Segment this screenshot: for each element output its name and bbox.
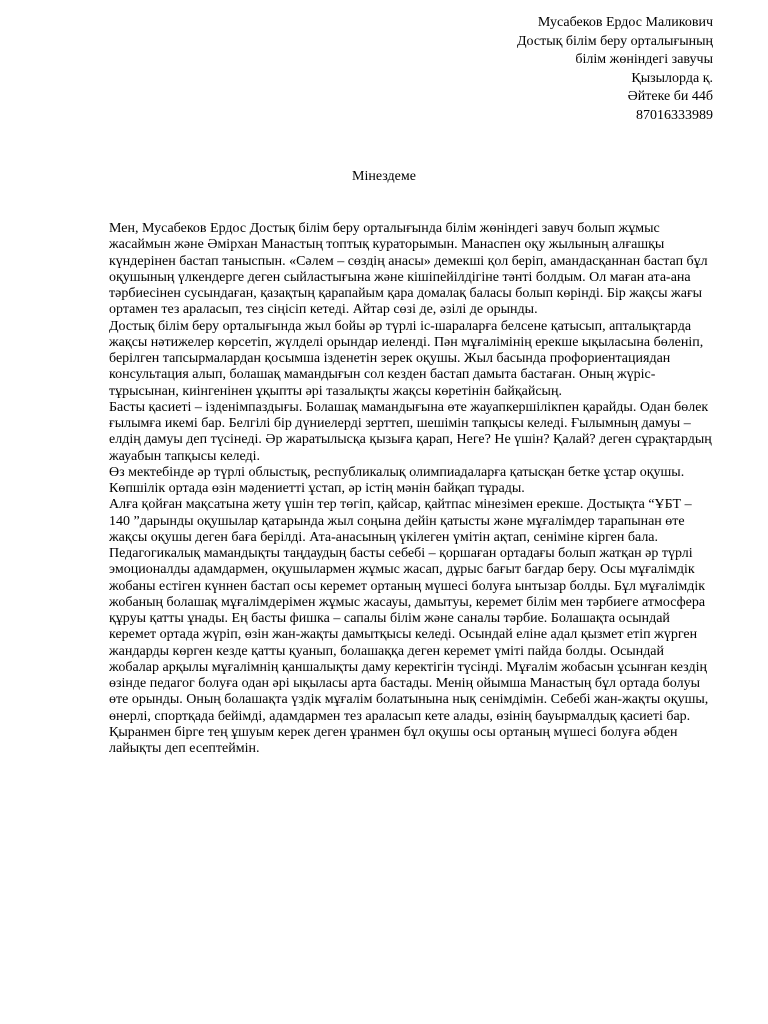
document-title: Мінездеме — [352, 169, 416, 184]
sender-address-block — [293, 14, 713, 125]
body-paragraph-6: Педагогикалық мамандықты таңдаудың басты себебі – қоршаған ортадағы болып жатқан әр түрлі эмоционалды адамдармен, оқушылармен жұмыс жасап, дұрыс бағыт бағдар беру. Осы мұғалімдік жобаны естіген күннен бастап осы керемет ортаның мүшесі болуға ынтызар болды. Бұл мұғалімдік жобаның болашақ мұғалімдерімен жұмыс жасауы, дамытуы, керемет білім мен тәрбиеге атмосфера құруы қатты ұнады. Ең басты фишка – сапалы білім және саналы тәрбие. Болашақта осындай керемет ортада жүріп, өзін жан-жақты дамытқысы келеді. Осындай еліне адал қызмет етіп жүрген жандарды көрген кезде қатты қуанып, болашаққа деген керемет үміті пайда болды. Осындай жобалар арқылы мұғалімнің қаншалықты даму керектігін түсінді. Мұғалім жобасын ұсынған кездің өзінде педагог болуға одан әрі ықыласы арта бастады. Менің ойымша Манастың бұл ортада болуы өте орынды. Оның болашақта үздік мұғалім болатынына нық сенімдімін. Себебі жан-жақты оқушы, өнерлі, спортқада бейімді, адамдармен тез араласып кете алады, өзінің бауырмалдық қасиеті бар. Қыранмен бірге тең ұшуым керек деген ұранмен бұл оқушы осы ортаның мүшесі болуға әбден лайықты деп есептеймін. — [109, 546, 709, 756]
body-paragraph-2: Достық білім беру орталығында жыл бойы әр түрлі іс-шараларға белсене қатысып, апталықтарда жақсы нәтижелер көрсетіп, жүлделі орындар иеленді. Пән мұғалімінің ерекше ықыласына бөленіп, берілген тапсырмалардан қосымша ізденетін зерек оқушы. Жыл басында профориентациядан консультация алып, болашақ мамандығын сол кезден бастап дамыта бастаған. Оның жүріс-тұрысынан, киінгенінен ұқыпты әрі тазалықты жақсы көретінін байқайсың. — [109, 318, 704, 399]
body-paragraph-1: Мен, Мусабеков Ердос Достық білім беру орталығында білім жөніндегі завуч болып жұмыс жасаймын және Әмірхан Манастың топтық кураторымын. Манаспен оқу жылының алғашқы күндерінен бастап таныспын. «Сәлем – сөздің анасы» демекші қол беріп, амандасқаннан бастап бұл оқушының үлкендерге деген сыйластығына және кішіпейілдігіне тәнті болдым. Ол маған ата-ана тәрбиесінен сусындаған, қазақтың қарапайым қара домалақ баласы болып көрінді. Бір жақсы жағы ортамен тез араласып, тез сіңісіп кетеді. Айтар сөзі де, әзілі де орынды. — [109, 221, 708, 318]
document-body — [109, 221, 713, 757]
body-paragraph-3: Басты қасиеті – ізденімпаздығы. Болашақ мамандығына өте жауапкершілікпен қарайды. Одан бөлек ғылымға икемі бар. Белгілі бір дүниелерді зерттеп, шешімін тапқысы келеді. Ғылымның дамуы – елдің дамуы деп түсінеді. Әр жаратылысқа қызыға қарап, Неге? Не үшін? Қалай? деген сұрақтардың жауабын тапқысы келеді. — [109, 399, 712, 464]
sender-position-line-2: білім жөніндегі завучы — [575, 52, 713, 67]
body-paragraph-5: Алға қойған мақсатына жету үшін тер төгіп, қайсар, қайтпас мінезімен ерекше. Достықта “ҰБТ – 140 ”дарынды оқушылар қатарында жыл соңына дейін қатысты және мұғалімдер тарапынан өте жақсы оқушы деген баға берілді. Ата-анасының үкілеген үмітін ақтап, сеніміне кірген бала. — [109, 497, 692, 545]
sender-position-line-1: Достық білім беру орталығының — [516, 33, 713, 49]
sender-phone: 87016333989 — [636, 107, 713, 123]
sender-city: Қызылорда қ. — [631, 70, 713, 86]
sender-name: Мусабеков Ердос Маликович — [537, 15, 713, 30]
body-paragraph-4: Өз мектебінде әр түрлі облыстық, республикалық олимпиадаларға қатысқан бетке ұстар оқушы. Көпшілік ортада өзін мәдениетті ұстап, әр істің мәнін байқап тұрады. — [109, 464, 685, 496]
sender-street: Әйтеке би 44б — [627, 89, 713, 104]
